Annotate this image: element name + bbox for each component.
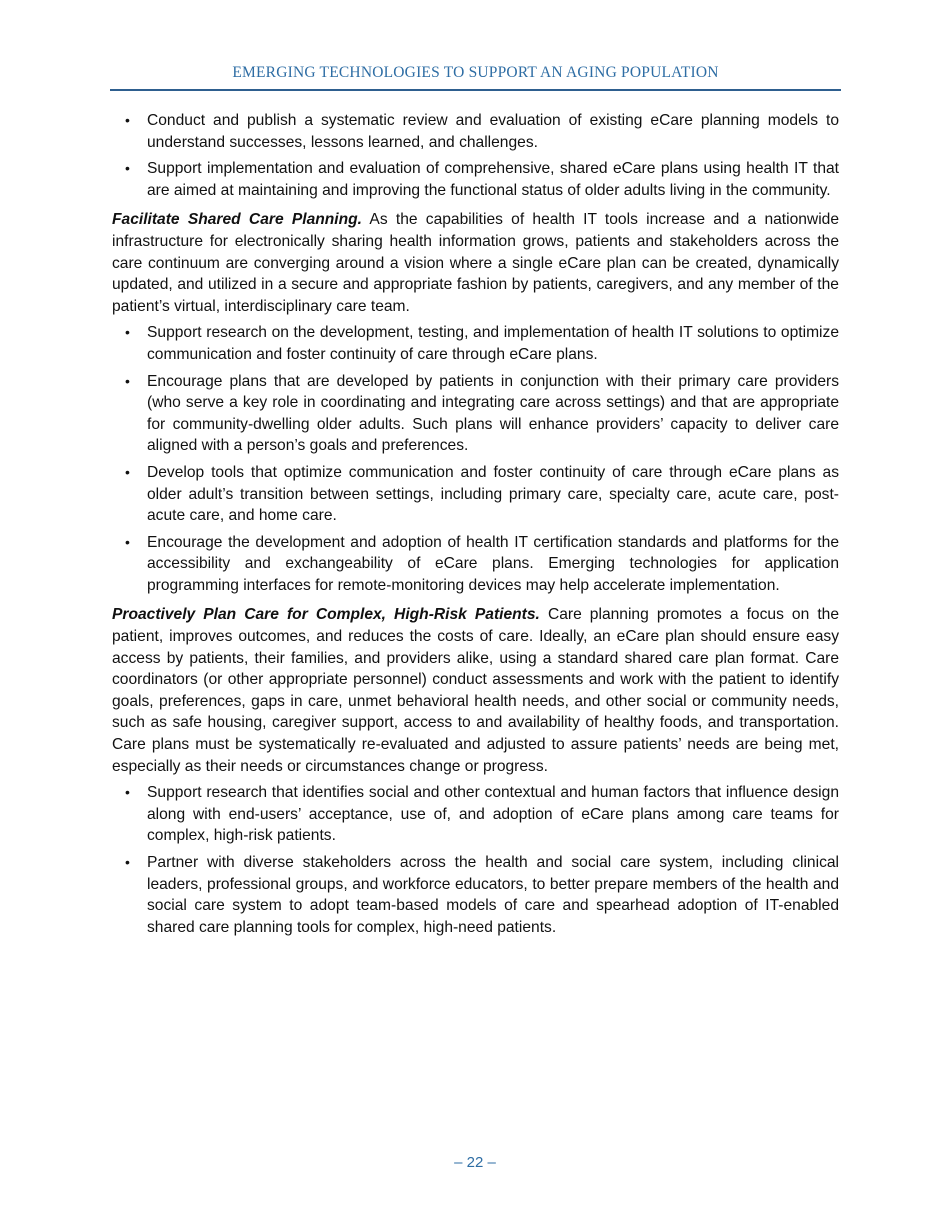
bullet-icon: • — [125, 372, 130, 389]
list-item — [112, 532, 839, 597]
paragraph-high-risk-patients — [112, 604, 839, 777]
list-item-text: Partner with diverse stakeholders across the health and social care system, including clinical leaders, professional groups, and workforce educators, to better prepare members of the health and social care system to adopt team-based models of care and spearhead adoption of IT-enabled shared care planning tools for complex, high-need patients. — [147, 854, 839, 936]
bullet-list-shared-care — [112, 322, 839, 596]
bullet-list-high-risk — [112, 782, 839, 938]
paragraph-lead: Proactively Plan Care for Complex, High-Risk Patients. — [112, 606, 540, 624]
list-item — [112, 371, 839, 457]
list-item-text: Encourage plans that are developed by patients in conjunction with their primary care providers (who serve a key role in coordinating and integrating care across settings) and that are appropriate for community-dwelling older adults. Such plans will enhance providers’ capacity to deliver care aligned with a person’s goals and preferences. — [147, 372, 839, 455]
list-item — [112, 782, 839, 847]
bullet-icon: • — [125, 854, 130, 870]
list-item — [112, 158, 839, 201]
list-item — [112, 462, 839, 527]
paragraph-lead: Facilitate Shared Care Planning. — [112, 211, 363, 229]
paragraph-shared-care-planning — [112, 209, 839, 317]
bullet-icon: • — [125, 112, 130, 128]
header-rule — [110, 89, 841, 91]
list-item — [112, 110, 839, 153]
paragraph-body: As the capabilities of health IT tools increase and a nationwide infrastructure for electronically sharing health information grows, patients and stakeholders across the care continuum are converging around a vision where a single eCare plan can be created, dynamically updated, and utilized in a secure and appropriate fashion by patients, caregivers, and any member of the patient’s virtual, interdisciplinary care team. — [112, 211, 840, 315]
bullet-icon: • — [125, 160, 130, 177]
bullet-list-research — [112, 110, 839, 201]
list-item-text: Conduct and publish a systematic review and evaluation of existing eCare planning models to understand successes, lessons learned, and challenges. — [147, 112, 839, 151]
list-item-text: Support implementation and evaluation of comprehensive, shared eCare plans using health IT that are aimed at maintaining and improving the functional status of older adults living in the community. — [147, 160, 839, 199]
bullet-icon: • — [125, 784, 130, 801]
list-item — [112, 322, 839, 365]
bullet-icon: • — [125, 533, 130, 550]
bullet-icon: • — [125, 324, 130, 341]
list-item — [112, 852, 839, 938]
list-item-text: Develop tools that optimize communication and foster continuity of care through eCare plans as older adult’s transition between settings, including primary care, specialty care, acute care, post-acute care, and home care. — [147, 463, 839, 525]
paragraph-body: Care planning promotes a focus on the patient, improves outcomes, and reduces the costs of care. Ideally, an eCare plan should ensure easy access by patients, their families, and providers alike, using a standard shared care plan format. Care coordinators (or other appropriate personnel) conduct assessments and work with the patient to identify goals, preferences, gaps in care, unmet behavioral health needs, and other social or community needs, such as safe housing, caregiver support, access to and availability of healthy foods, and transportation. Care plans must be systematically re-evaluated and adjusted to assure patients’ needs are being met, especially as their needs or circumstances change or progress. — [112, 606, 839, 775]
page-number: – 22 – — [454, 1154, 496, 1171]
list-item-text: Support research that identifies social and other contextual and human factors that influence design along with end-users’ acceptance, use of, and adoption of eCare plans among care teams for complex, high-risk patients. — [147, 784, 839, 845]
bullet-icon: • — [125, 463, 130, 480]
running-header: EMERGING TECHNOLOGIES TO SUPPORT AN AGING POPULATION — [232, 64, 719, 81]
list-item-text: Encourage the development and adoption of health IT certification standards and platforms for the accessibility and exchangeability of eCare plans. Emerging technologies for application programming interfaces for remote-monitoring devices may help accelerate implementation. — [147, 533, 839, 594]
page-content — [112, 110, 839, 946]
list-item-text: Support research on the development, testing, and implementation of health IT solutions to optimize communication and foster continuity of care through eCare plans. — [147, 324, 839, 363]
